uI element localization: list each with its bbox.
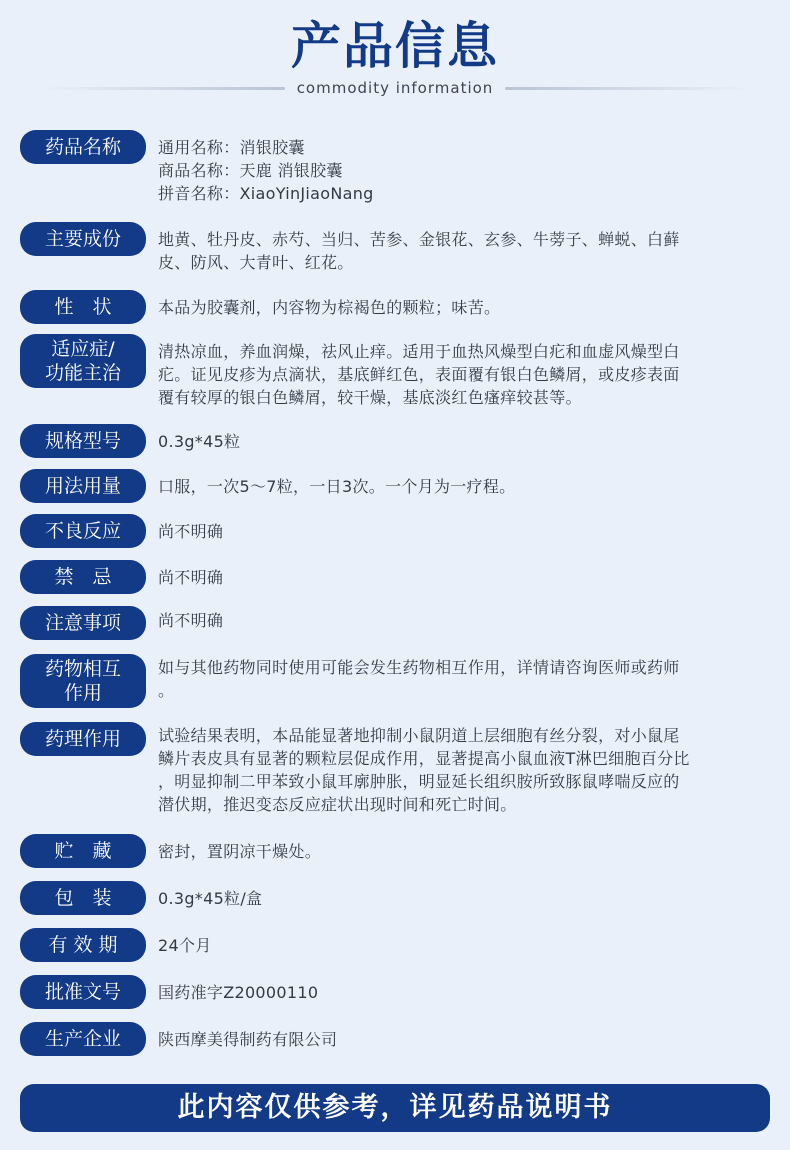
info-label: 注意事项 bbox=[20, 606, 146, 640]
info-value: 0.3g*45粒 bbox=[158, 432, 241, 451]
info-label: 批准文号 bbox=[20, 975, 146, 1009]
info-label: 贮 藏 bbox=[20, 834, 146, 868]
info-value: 尚不明确 bbox=[158, 522, 224, 541]
info-value: 尚不明确 bbox=[158, 611, 224, 630]
info-value: 地黄、牡丹皮、赤芍、当归、苦参、金银花、玄参、牛蒡子、蝉蜕、白藓 皮、防风、大青叶、红花。 bbox=[158, 230, 680, 272]
info-value: 24个月 bbox=[158, 936, 212, 955]
subtitle-row bbox=[0, 78, 790, 98]
reference-notice-banner: 此内容仅供参考，详见药品说明书 bbox=[20, 1084, 770, 1132]
info-label: 主要成份 bbox=[20, 222, 146, 256]
info-value: 陕西摩美得制药有限公司 bbox=[158, 1030, 338, 1049]
info-label: 药物相互 作用 bbox=[20, 654, 146, 708]
info-value: 如与其他药物同时使用可能会发生药物相互作用，详情请咨询医师或药师 。 bbox=[158, 658, 680, 700]
info-label: 禁 忌 bbox=[20, 560, 146, 594]
page-subtitle: commodity information bbox=[296, 79, 494, 97]
page-title: 产品信息 bbox=[291, 17, 499, 75]
info-value: 清热凉血，养血润燥，祛风止痒。适用于血热风燥型白疕和血虚风燥型白 疕。证见皮疹为点滴状，基底鲜红色，表面覆有银白色鳞屑，或皮疹表面 覆有较厚的银白色鳞屑，较干燥，基底淡红色瘙痒较甚等。 bbox=[158, 342, 680, 407]
info-label: 不良反应 bbox=[20, 514, 146, 548]
info-value: 0.3g*45粒/盒 bbox=[158, 889, 263, 908]
info-value: 尚不明确 bbox=[158, 568, 224, 587]
info-label: 包 装 bbox=[20, 881, 146, 915]
info-label: 有 效 期 bbox=[20, 928, 146, 962]
info-value: 国药准字Z20000110 bbox=[158, 983, 319, 1002]
info-value: 通用名称：消银胶囊 商品名称：天鹿 消银胶囊 拼音名称：XiaoYinJiaoNang bbox=[158, 138, 374, 203]
info-label: 药理作用 bbox=[20, 722, 146, 756]
info-label: 生产企业 bbox=[20, 1022, 146, 1056]
info-label: 性 状 bbox=[20, 290, 146, 324]
info-label: 规格型号 bbox=[20, 424, 146, 458]
info-value: 密封，置阴凉干燥处。 bbox=[158, 842, 322, 861]
info-label: 药品名称 bbox=[20, 130, 146, 164]
info-value: 试验结果表明，本品能显著地抑制小鼠阴道上层细胞有丝分裂，对小鼠尾 鳞片表皮具有显著的颗粒层促成作用，显著提高小鼠血液T淋巴细胞百分比 ，明显抑制二甲苯致小鼠耳廓肿胀，明显延长组织胺所致豚鼠哮喘反应的 潜伏期，推迟变态反应症状出现时间和死亡时间。 bbox=[158, 726, 690, 814]
info-value: 口服，一次5～7粒，一日3次。一个月为一疗程。 bbox=[158, 477, 516, 496]
info-value: 本品为胶囊剂，内容物为棕褐色的颗粒；味苦。 bbox=[158, 298, 501, 317]
info-label: 用法用量 bbox=[20, 469, 146, 503]
info-label: 适应症/ 功能主治 bbox=[20, 334, 146, 388]
subtitle-divider-right bbox=[505, 87, 750, 90]
